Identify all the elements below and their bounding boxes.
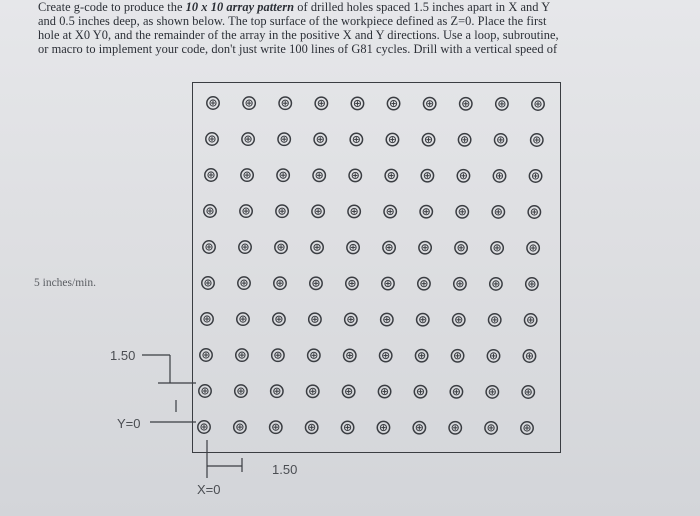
drill-hole [240,205,252,217]
drill-hole [238,277,250,289]
drill-hole [417,313,429,325]
y-spacing-label: 1.50 [110,348,136,363]
drill-hole [241,169,253,181]
drill-hole [384,205,396,217]
drill-hole [531,134,543,146]
drill-hole [418,277,430,289]
drill-hole [203,241,215,253]
drill-hole [312,205,324,217]
problem-line-3: hole at X0 Y0, and the remainder of the array in the positive X and Y directions. Use a loop, subroutine, [38,28,559,42]
drill-hole [521,422,533,434]
drill-hole [348,205,360,217]
drill-hole [272,349,284,361]
drill-hole [529,170,541,182]
drill-hole [383,241,395,253]
drill-hole [342,385,354,397]
array-pattern-emphasis: 10 x 10 array pattern [185,0,295,14]
drill-hole [420,205,432,217]
drill-hole [421,169,433,181]
drill-hole [385,169,397,181]
drill-hole [455,242,467,254]
drill-hole [276,205,288,217]
drill-hole [451,350,463,362]
speed-continuation-label: 5 inches/min. [34,277,96,289]
drill-hole [457,170,469,182]
drill-hole [526,278,538,290]
drill-hole [239,241,251,253]
problem-line-4: or macro to implement your code, don't just write 100 lines of G81 cycles. Drill with a vertical speed of [38,42,558,56]
drill-hole [310,277,322,289]
x-zero-label: X=0 [197,482,221,497]
drill-hole [277,169,289,181]
drill-hole [274,277,286,289]
drill-hole [413,421,425,433]
drill-hole [236,349,248,361]
drill-hole [270,421,282,433]
drill-hole [350,133,362,145]
drill-hole [422,133,434,145]
drill-hole [378,385,390,397]
x-dimension-lines [207,440,242,478]
drill-hole [235,385,247,397]
drill-hole [202,277,214,289]
drill-hole [449,422,461,434]
drill-hole [347,241,359,253]
drill-hole [423,97,435,109]
drill-hole [489,314,501,326]
drill-hole [204,205,216,217]
drill-hole [273,313,285,325]
drill-hole [527,242,539,254]
drill-hole [242,133,254,145]
drill-hole [351,97,363,109]
drill-hole [490,278,502,290]
hole-grid [198,97,544,434]
drill-hole [456,206,468,218]
drill-hole [382,277,394,289]
drill-hole [311,241,323,253]
drill-hole [199,385,211,397]
drill-hole [349,169,361,181]
drill-hole [271,385,283,397]
drill-hole [344,349,356,361]
drill-hole [275,241,287,253]
drill-hole [486,386,498,398]
drill-hole [307,385,319,397]
drill-hole [494,134,506,146]
drill-hole [381,313,393,325]
drill-hole [492,206,504,218]
problem-line-1-start: Create g-code to produce the [38,0,186,14]
drill-hole [198,421,210,433]
drill-hole [487,350,499,362]
drill-hole [377,421,389,433]
drill-hole [305,421,317,433]
drill-hole [493,170,505,182]
drill-hole [314,133,326,145]
drill-hole [485,422,497,434]
drill-hole [309,313,321,325]
drill-hole [491,242,503,254]
problem-line-1-end: of drilled holes spaced 1.5 inches apart in X and Y [294,0,551,14]
x-spacing-label: 1.50 [272,462,298,477]
drill-hole [206,133,218,145]
drill-hole [200,349,212,361]
drill-hole [386,133,398,145]
problem-line-2: and 0.5 inches deep, as shown below. The top surface of the workpiece defined as Z=0. Place the first [38,14,547,28]
drill-hole [522,386,534,398]
drill-hole [315,97,327,109]
drill-hole [341,421,353,433]
drill-hole [346,277,358,289]
drill-hole [243,97,255,109]
drill-hole [419,241,431,253]
drill-hole [414,385,426,397]
drill-hole [496,98,508,110]
drill-hole [523,350,535,362]
drill-hole [387,97,399,109]
drill-hole [532,98,544,110]
drill-hole [234,421,246,433]
drill-hole [453,314,465,326]
drill-hole [460,98,472,110]
drill-hole [528,206,540,218]
drill-hole [450,386,462,398]
drill-hole [237,313,249,325]
drill-hole [205,169,217,181]
drill-hole [454,278,466,290]
drill-hole [278,133,290,145]
drill-hole [313,169,325,181]
drill-hole [308,349,320,361]
drill-hole [207,97,219,109]
y-dimension-lines [142,355,196,422]
y-zero-label: Y=0 [117,416,141,431]
drill-hole [201,313,213,325]
drill-hole [524,314,536,326]
drill-hole [415,349,427,361]
drill-hole [379,349,391,361]
drill-hole [345,313,357,325]
drill-hole [279,97,291,109]
drill-hole [458,134,470,146]
